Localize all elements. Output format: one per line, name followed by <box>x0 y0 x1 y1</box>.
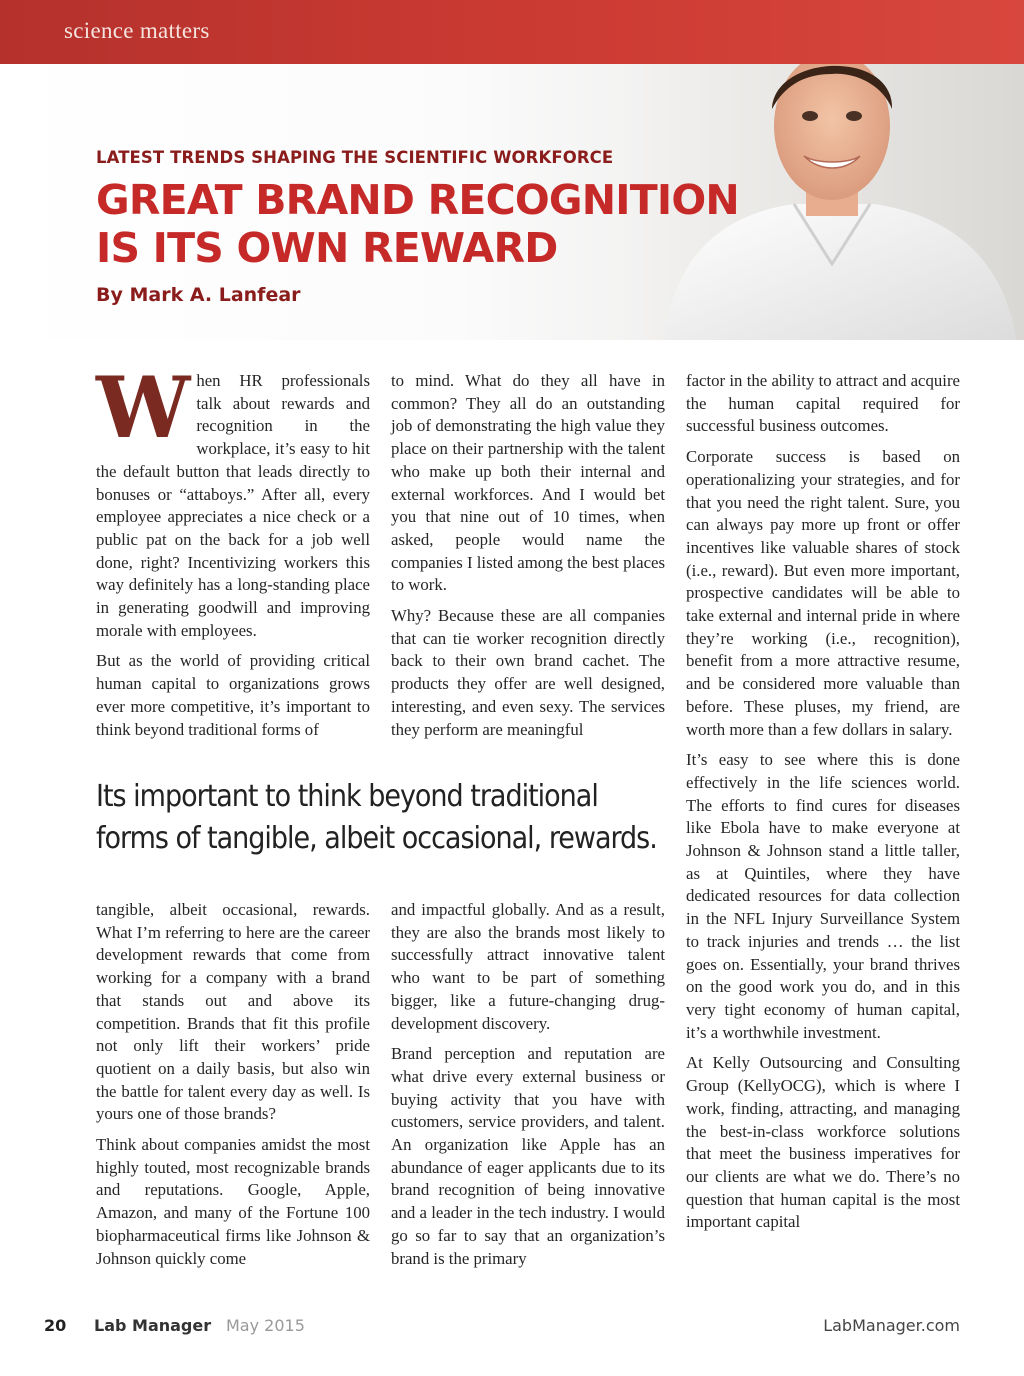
paragraph: Brand perception and reputation are what drive every external business or buying activity that you have with customers, service providers, and talent. An organization like Apple has an abundance of eager applicants due to its brand recognition of being innovative and a leader in the tech industry. I would go so far to say that an organization’s brand is the primary <box>391 1044 665 1268</box>
magazine-name: Lab Manager <box>94 1316 212 1335</box>
column-2-top <box>391 370 665 749</box>
column-3 <box>686 370 960 1242</box>
column-2-bottom <box>391 899 665 1278</box>
paragraph: Corporate success is based on operationalizing your strategies, and for that you need the right talent. Sure, you can always pay more up front or offer incentives like valuable shares of stock (i.e., reward). But even more important, prospective candidates will be able to take external and internal pride in where they’re working (i.e., recognition), benefit from a more attractive resume, and be considered more valuable than before. These pluses, my friend, are worth more than a few dollars in salary. <box>686 447 960 739</box>
paragraph: Think about companies amidst the most highly touted, most recognizable brands and reputations. Google, Apple, Amazon, and many of the Fortune 100 biopharmaceutical firms like Johnson & Johnson quickly come <box>96 1135 370 1268</box>
column-1-bottom <box>96 899 370 1278</box>
paragraph: factor in the ability to attract and acquire the human capital required for successful business outcomes. <box>686 371 960 436</box>
article-kicker: LATEST TRENDS SHAPING THE SCIENTIFIC WORKFORCE <box>96 148 614 167</box>
page-number: 20 <box>44 1316 67 1335</box>
paragraph: tangible, albeit occasional, rewards. What I’m referring to here are the career development rewards that come from working for a company with a brand that stands out and above its competition. Brands that fit this profile not only lift their workers’ pride quotient on a daily basis, but also win the battle for talent every day as well. Is yours one of those brands? <box>96 900 370 1124</box>
pull-quote: Its important to think beyond traditional forms of tangible, albeit occasional, rewards. <box>96 779 657 856</box>
headline-line-2: IS ITS OWN REWARD <box>96 224 558 272</box>
page-footer <box>0 1312 1024 1342</box>
drop-cap: W <box>96 358 191 457</box>
paragraph: Why? Because these are all companies that can tie worker recognition directly back to their own brand cachet. The products they offer are well designed, interesting, and even sexy. The services they perform are meaningful <box>391 606 665 739</box>
paragraph: and impactful globally. And as a result, they are also the brands most likely to successfully attract innovative talent who want to be part of something bigger, like a future-changing drug-development discovery. <box>391 900 665 1033</box>
website-link[interactable]: LabManager.com <box>823 1316 960 1335</box>
paragraph-text: hen HR professionals talk about rewards and recognition in the workplace, it’s easy to hit the default button that leads directly to bonuses or “attaboys.” After all, every employee appreciates a nice check or a public pat on the back for a job well done, right? Incentivizing workers this way definitely has a long-standing place in generating goodwill and improving morale with employees. <box>96 371 370 640</box>
article-headline <box>96 176 739 272</box>
headline-line-1: GREAT BRAND RECOGNITION <box>96 176 739 224</box>
paragraph: At Kelly Outsourcing and Consulting Group (KellyOCG), which is where I work, finding, attracting, and managing the best-in-class workforce solutions that meet the business imperatives for our clients are what we do. There’s no question that human capital is the most important capital <box>686 1053 960 1232</box>
section-banner <box>0 0 1024 64</box>
column-1-top <box>96 358 370 749</box>
section-label: science matters <box>64 18 210 43</box>
paragraph <box>96 358 370 642</box>
paragraph: It’s easy to see where this is done effectively in the life sciences world. The efforts to find cures for diseases like Ebola have to make everyone at Johnson & Johnson stand a little taller, as at Quintiles, where they have dedicated resources for data collection in the NFL Injury Surveillance System to track injuries and trends … the list goes on. Essentially, your brand thrives on the good work you do, and in this very tight economy of human capital, it’s a worthwhile investment. <box>686 750 960 1042</box>
paragraph: But as the world of providing critical human capital to organizations grows ever more competitive, it’s important to think beyond traditional forms of <box>96 651 370 739</box>
article-byline: By Mark A. Lanfear <box>96 284 301 306</box>
paragraph: to mind. What do they all have in common? They all do an outstanding job of demonstrating the high value they place on their partnership with the talent who make up both their internal and external workforces. And I would bet you that nine out of 10 times, when asked, people would name the companies I listed among the best places to work. <box>391 371 666 595</box>
issue-date: May 2015 <box>226 1316 305 1335</box>
